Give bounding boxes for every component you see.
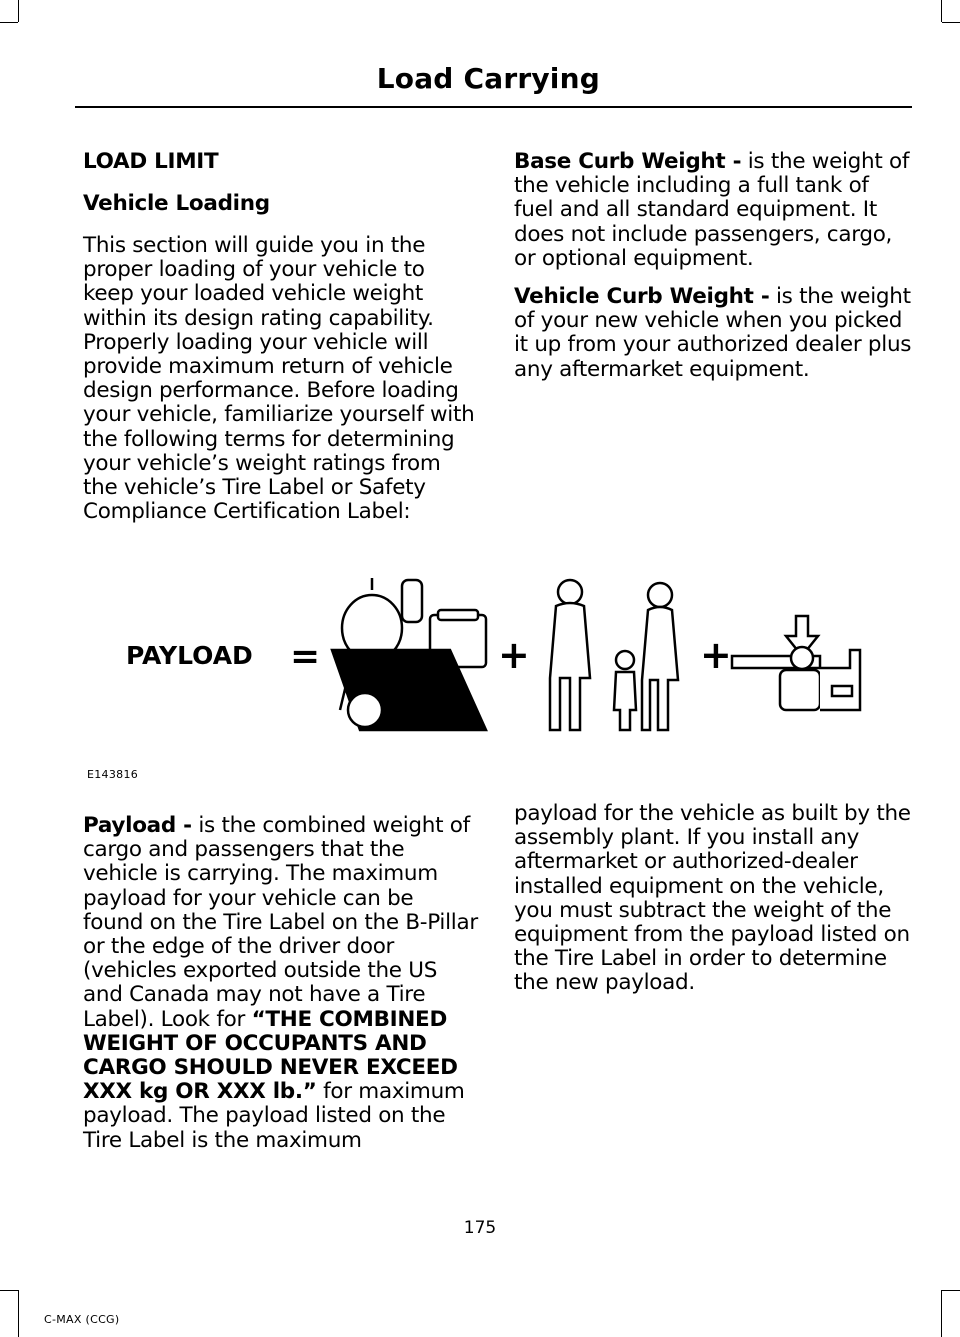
vehicle-curb-weight-definition: is the weight of your new vehicle when you picked it up from your authorized dealer plus any aftermarket equipment. <box>514 284 912 382</box>
right-column-bottom <box>514 802 914 1010</box>
crop-mark <box>18 0 19 22</box>
page-header-title: Load Carrying <box>376 62 600 95</box>
payload-continued-paragraph: payload for the vehicle as built by the assembly plant. If you install any aftermarket or authorized-dealer installed equipment on the vehicle, you must subtract the weight of the equipment from the payload listed on the Tire Label in order to determine the new payload. <box>514 801 911 996</box>
payload-illustration <box>120 560 880 740</box>
payload-term: Payload - <box>83 813 192 838</box>
left-column-bottom <box>83 814 478 1167</box>
plus-sign-2: + <box>700 633 732 677</box>
right-column-top <box>514 150 914 396</box>
intro-paragraph: This section will guide you in the proper loading of your vehicle to keep your loaded vehicle weight within its design rating capability. Properly loading your vehicle will provide maximum return of vehicle design performance. Before loading your vehicle, familiarize yourself with the following terms for determining your vehicle’s weight ratings from the vehicle’s Tire Label or Safety Compliance Certification Label: <box>83 233 475 525</box>
crop-mark <box>942 22 960 23</box>
payload-text-1: is the combined weight of cargo and passengers that the vehicle is carrying. The maximum payload for your vehicle can be found on the Tire Label on the B-Pillar or the edge of the driver door (vehicles exported outside the US and Canada may not have a Tire Label). Look for <box>83 813 478 1032</box>
section-title: LOAD LIMIT <box>83 149 219 174</box>
crop-mark <box>941 1290 942 1337</box>
subsection-title: Vehicle Loading <box>83 191 270 216</box>
base-curb-weight-paragraph <box>514 150 914 271</box>
crop-mark <box>0 1290 18 1291</box>
vehicle-curb-weight-term: Vehicle Curb Weight - <box>514 284 770 310</box>
crop-mark <box>942 1290 960 1291</box>
payload-label: PAYLOAD <box>126 641 253 670</box>
crop-mark <box>941 0 942 22</box>
vehicle-curb-weight-paragraph <box>514 285 914 382</box>
cargo-icon <box>332 578 486 730</box>
header-rule <box>75 106 912 108</box>
passengers-icon <box>550 580 678 730</box>
crop-mark <box>0 22 18 23</box>
base-curb-weight-term: Base Curb Weight - <box>514 149 742 174</box>
plus-sign-1: + <box>498 633 530 677</box>
left-column-top <box>83 150 478 538</box>
page-number: 175 <box>463 1218 497 1238</box>
base-curb-weight-definition: is the weight of the vehicle including a full tank of fuel and all standard equipment. It does not include passengers, cargo, or optional equipment. <box>514 149 910 271</box>
equals-sign: = <box>290 636 321 677</box>
trailer-hitch-icon <box>732 616 860 710</box>
footer-model: C-MAX (CCG) <box>44 1313 120 1326</box>
payload-paragraph <box>83 814 478 1153</box>
figure-code: E143816 <box>87 768 139 781</box>
payload-text-2: for maximum payload. The payload listed on the Tire Label is the maximum <box>83 1079 465 1153</box>
payload-quote: “THE COMBINED WEIGHT OF OCCUPANTS AND CARGO SHOULD NEVER EXCEED XXX kg OR XXX lb.” <box>83 1006 458 1105</box>
crop-mark <box>18 1290 19 1337</box>
